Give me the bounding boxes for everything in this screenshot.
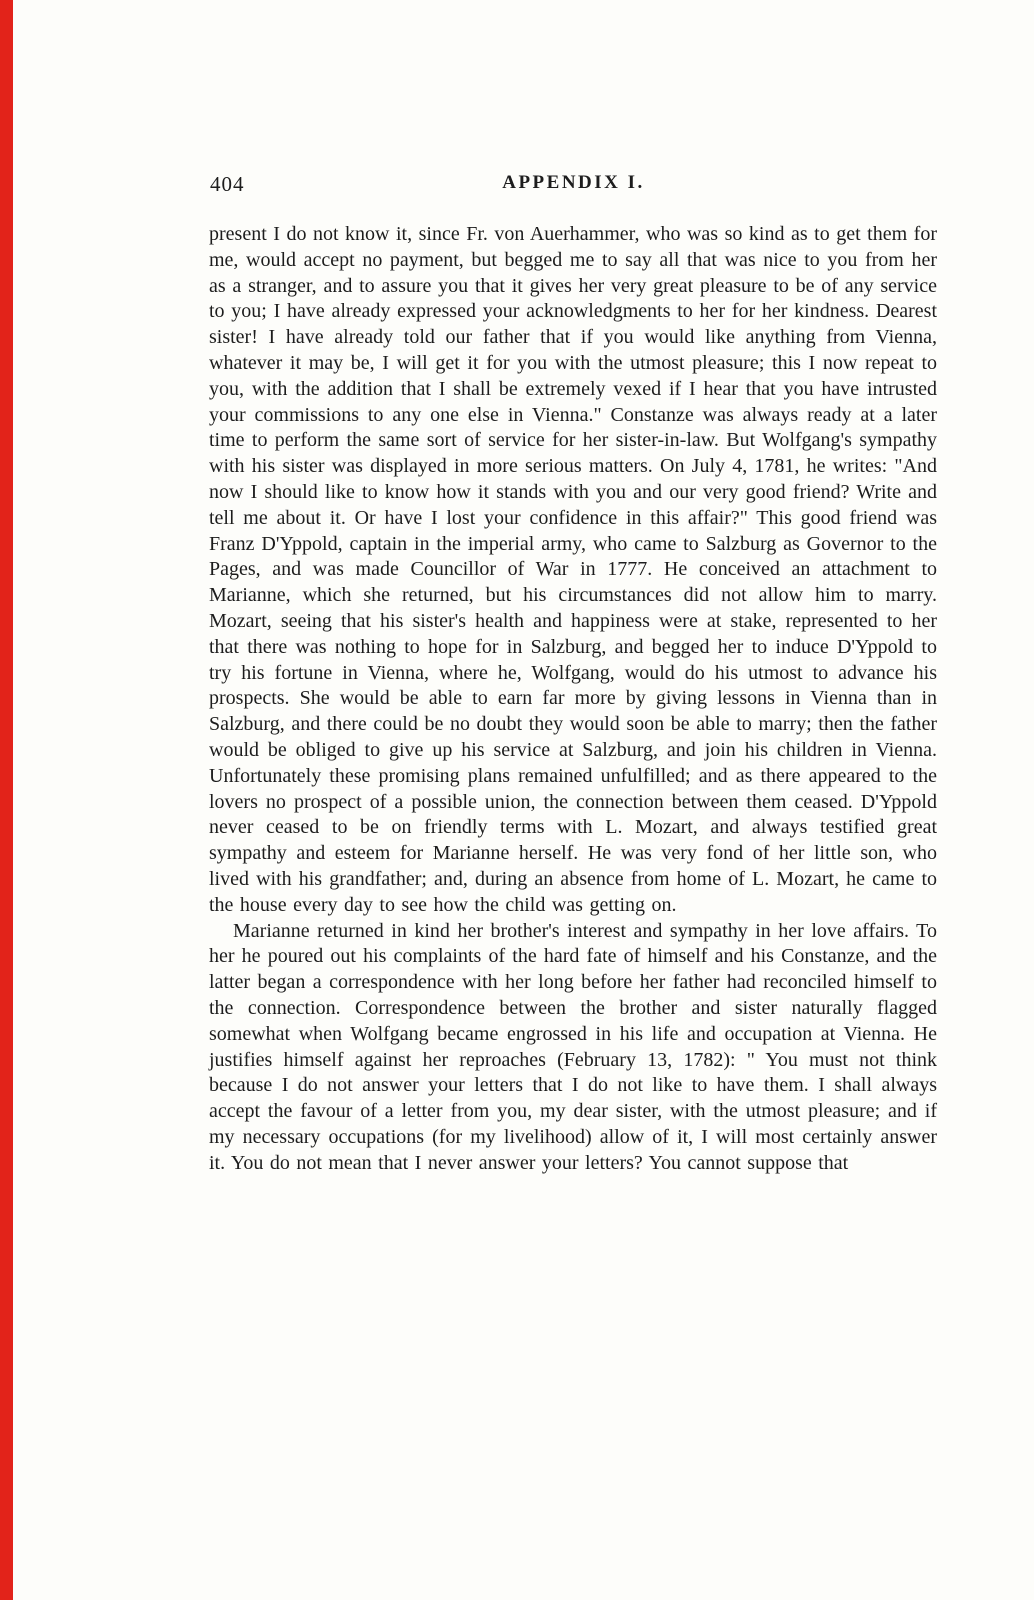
body-paragraph: present I do not know it, since Fr. von Auerhammer, who was so kind as to get them for me, would accept no payment, but begged me to say all that was nice to you from her as a stranger, and to assure you that it gives her very great pleasure to be of any service to you; I have already expressed your acknowledgments to her for her kindness. Dearest sister! I have already told our father that if you would like anything from Vienna, whatever it may be, I will get it for you with the utmost pleasure; this I now repeat to you, with the addition that I shall be extremely vexed if I hear that you have intrusted your commissions to any one else in Vienna." Constanze was always ready at a later time to perform the same sort of service for her sister-in-law. But Wolfgang's sympathy with his sister was displayed in more serious matters. On July 4, 1781, he writes: "And now I should like to know how it stands with you and our very good friend? Write and tell me about it. Or have I lost your confidence in this affair?" This good friend was Franz D'Yppold, captain in the imperial army, who came to Salzburg as Governor to the Pages, and was made Councillor of War in 1777. He conceived an attachment to Marianne, which she returned, but his circumstances did not allow him to marry. Mozart, seeing that his sister's health and happiness were at stake, represented to her that there was nothing to hope for in Salzburg, and begged her to induce D'Yppold to try his fortune in Vienna, where he, Wolfgang, would do his utmost to advance his prospects. She would be able to earn far more by giving lessons in Vienna than in Salzburg, and there could be no doubt they would soon be able to marry; then the father would be obliged to give up his service at Salzburg, and join his children in Vienna. Unfortunately these promising plans remained unfulfilled; and as there appeared to the lovers no prospect of a possible union, the connection between them ceased. D'Yppold never ceased to be on friendly terms with L. Mozart, and always testified great sympathy and esteem for Marianne herself. He was very fond of her little son, who lived with his grandfather; and, during an absence from home of L. Mozart, he came to the house every day to see how the child was getting on.: [209, 223, 937, 916]
page-header-row: [210, 172, 937, 200]
body-paragraph: Marianne returned in kind her brother's interest and sympathy in her love affairs. To her he poured out his complaints of the hard fate of himself and his Constanze, and the latter began a correspondence with her long before her father had reconciled himself to the connection. Correspondence between the brother and sister naturally flagged somewhat when Wolfgang became engrossed in his life and occupation at Vienna. He justifies himself against her reproaches (February 13, 1782): " You must not think because I do not answer your letters that I do not like to have them. I shall always accept the favour of a letter from you, my dear sister, with the utmost pleasure; and if my necessary occupations (for my livelihood) allow of it, I will most certainly answer it. You do not mean that I never answer your letters? You cannot suppose that: [209, 919, 937, 1174]
running-header: APPENDIX I.: [502, 172, 645, 193]
page-number: 404: [210, 172, 245, 196]
page-body: [209, 222, 937, 1176]
page-edge-status-bar: [0, 0, 13, 1600]
